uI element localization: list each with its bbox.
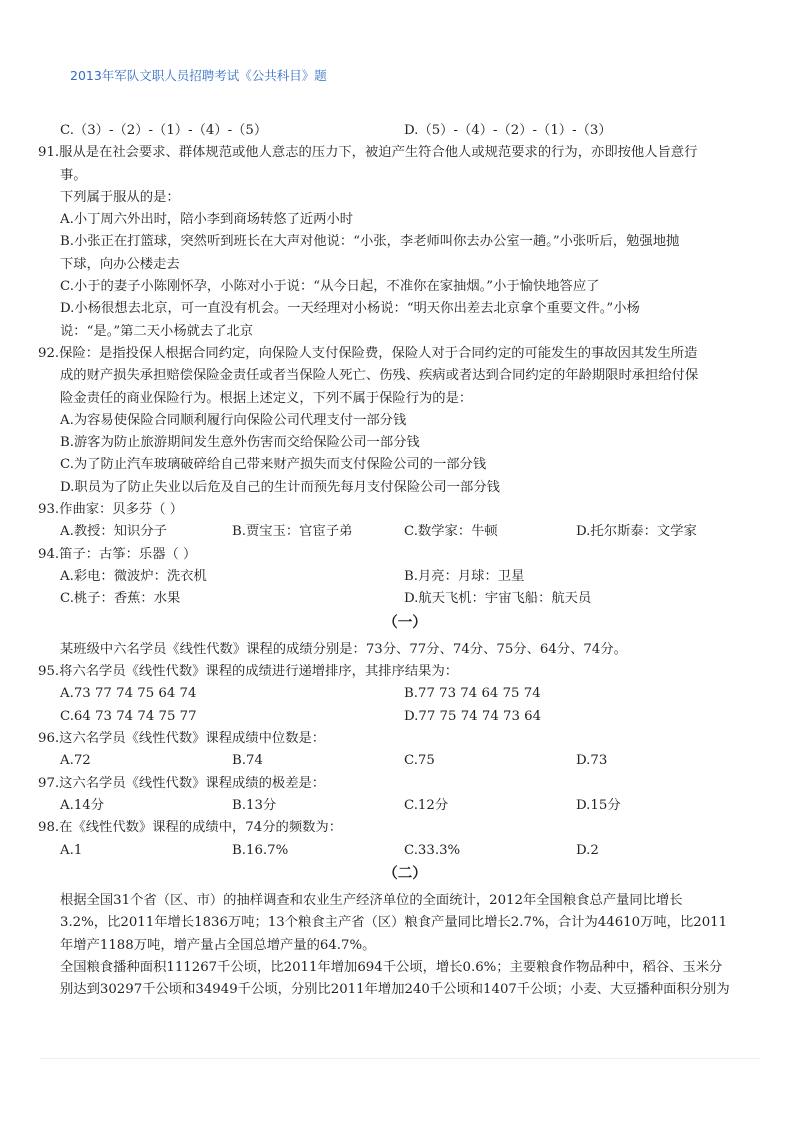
option-b: B.74 bbox=[232, 753, 263, 769]
option-c: C.12分 bbox=[404, 797, 449, 813]
question-96 bbox=[38, 728, 750, 773]
option-a: A.彩电：微波炉：洗衣机 bbox=[60, 568, 207, 584]
option-b: B.贾宝玉：官宦子弟 bbox=[232, 524, 353, 540]
question-stem: 95.将六名学员《线性代数》课程的成绩进行递增排序，其排序结果为： bbox=[38, 664, 459, 680]
option-a: A.1 bbox=[60, 842, 83, 858]
question-stem: 92.保险：是指投保人根据合同约定，向保险人支付保险费，保险人对于合同约定的可能发生的事故因其发生所造 bbox=[38, 345, 698, 361]
question-stem: 98.在《线性代数》课程的成绩中，74分的频数为： bbox=[38, 820, 343, 836]
document-header-title: 2013年军队文职人员招聘考试《公共科目》题 bbox=[70, 68, 327, 83]
options-row bbox=[60, 750, 750, 772]
material-paragraph-2: 全国粮食播种面积111267千公顷，比2011年增加694千公顷，增长0.6%；主要粮食作物品种中，稻谷、玉米分 bbox=[60, 959, 723, 975]
section-two-material bbox=[60, 890, 750, 1001]
page-footer-divider bbox=[40, 1058, 760, 1059]
option-c: C.（3）-（2）-（1）-（4）-（5） bbox=[60, 123, 268, 138]
question-97 bbox=[38, 773, 750, 818]
prev-question-options bbox=[60, 120, 750, 142]
options-row bbox=[60, 683, 750, 705]
option-d: D.77 75 74 74 73 64 bbox=[404, 708, 542, 724]
option-d: D.73 bbox=[576, 753, 608, 769]
options-row bbox=[60, 521, 750, 543]
option-c: C.桃子：香蕉：水果 bbox=[60, 591, 181, 607]
question-stem-continued: 成的财产损失承担赔偿保险金责任或者当保险人死亡、伤残、疾病或者达到合同约定的年龄期限时承担给付保 bbox=[60, 368, 699, 384]
option-c: C.75 bbox=[404, 753, 435, 769]
option-c: C.小于的妻子小陈刚怀孕，小陈对小于说：“从今日起，不准你在家抽烟。”小于愉快地答应了 bbox=[60, 279, 600, 295]
section-intro: 某班级中六名学员《线性代数》课程的成绩分别是：73分、77分、74分、75分、64分、74分。 bbox=[60, 641, 627, 657]
options-row bbox=[60, 795, 750, 817]
option-a: A.72 bbox=[60, 753, 91, 769]
option-b: B.16.7% bbox=[232, 842, 289, 858]
option-b: B.77 73 74 64 75 74 bbox=[404, 686, 541, 702]
options-row bbox=[60, 566, 750, 588]
options-row bbox=[60, 840, 750, 862]
question-stem: 91.服从是在社会要求、群体规范或他人意志的压力下，被迫产生符合他人或规范要求的行为，亦即按他人旨意行 bbox=[38, 145, 698, 161]
option-a: A.为容易使保险合同顺利履行向保险公司代理支付一部分钱 bbox=[60, 412, 407, 428]
question-94 bbox=[38, 544, 750, 611]
option-d: D.（5）-（4）-（2）-（1）-（3） bbox=[404, 123, 612, 138]
question-stem-continued: 险金责任的商业保险行为。根据上述定义，下列不属于保险行为的是： bbox=[60, 390, 473, 406]
option-d: D.2 bbox=[576, 842, 599, 858]
question-stem: 93.作曲家：贝多芬（ ） bbox=[38, 502, 184, 518]
option-a: A.小丁周六外出时，陪小李到商场转悠了近两小时 bbox=[60, 212, 354, 228]
material-paragraph-1-continued: 年增产1188万吨，增产量占全国总增产量的64.7%。 bbox=[60, 937, 376, 953]
section-heading-two: （二） bbox=[383, 864, 427, 882]
options-row bbox=[60, 706, 750, 728]
option-c: C.为了防止汽车玻璃破碎给自己带来财产损失而支付保险公司的一部分钱 bbox=[60, 457, 487, 473]
option-d: D.托尔斯泰：文学家 bbox=[576, 524, 697, 540]
question-stem-continued: 事。 bbox=[60, 167, 87, 183]
question-95 bbox=[38, 661, 750, 728]
question-92 bbox=[38, 343, 750, 499]
question-stem: 96.这六名学员《线性代数》课程成绩中位数是： bbox=[38, 731, 326, 747]
question-98 bbox=[38, 817, 750, 862]
option-c: C.33.3% bbox=[404, 842, 461, 858]
question-93 bbox=[38, 499, 750, 544]
exam-content bbox=[38, 120, 750, 1002]
option-d: D.航天飞机：宇宙飞船：航天员 bbox=[404, 591, 592, 607]
option-b: B.月亮：月球：卫星 bbox=[404, 568, 525, 584]
option-d: D.小杨很想去北京，可一直没有机会。一天经理对小杨说：“明天你出差去北京拿个重要文件。”小杨 bbox=[60, 301, 640, 317]
material-paragraph-1: 根据全国31个省（区、市）的抽样调查和农业生产经济单位的全面统计，2012年全国粮食总产量同比增长 bbox=[60, 893, 683, 909]
option-b-continued: 下球，向办公楼走去 bbox=[60, 256, 180, 272]
section-heading-one: （一） bbox=[383, 613, 427, 631]
option-a: A.73 77 74 75 64 74 bbox=[60, 686, 197, 702]
options-row bbox=[60, 588, 750, 610]
option-b: B.小张正在打篮球，突然听到班长在大声对他说：“小张，李老师叫你去办公室一趟。”小张听后，勉强地抛 bbox=[60, 234, 680, 250]
question-prompt: 下列属于服从的是： bbox=[60, 189, 180, 205]
option-c: C.数学家：牛顿 bbox=[404, 524, 498, 540]
option-b: B.游客为防止旅游期间发生意外伤害而交给保险公司一部分钱 bbox=[60, 435, 420, 451]
option-a: A.教授：知识分子 bbox=[60, 524, 167, 540]
option-b: B.13分 bbox=[232, 797, 277, 813]
material-paragraph-2-continued: 别达到30297千公顷和34949千公顷，分别比2011年增加240千公顷和1407千公顷；小麦、大豆播种面积分别为 bbox=[60, 982, 730, 998]
question-stem: 94.笛子：古筝：乐器（ ） bbox=[38, 546, 197, 562]
option-d: D.15分 bbox=[576, 797, 621, 813]
question-91 bbox=[38, 142, 750, 343]
option-d-continued: 说：“是。”第二天小杨就去了北京 bbox=[60, 323, 254, 339]
material-paragraph-1-continued: 3.2%，比2011年增长1836万吨；13个粮食主产省（区）粮食产量同比增长2.7%，合计为44610万吨，比2011 bbox=[60, 915, 728, 931]
option-a: A.14分 bbox=[60, 797, 105, 813]
question-stem: 97.这六名学员《线性代数》课程成绩的极差是： bbox=[38, 775, 326, 791]
option-d: D.职员为了防止失业以后危及自己的生计而预先每月支付保险公司一部分钱 bbox=[60, 479, 500, 495]
option-c: C.64 73 74 74 75 77 bbox=[60, 708, 197, 724]
